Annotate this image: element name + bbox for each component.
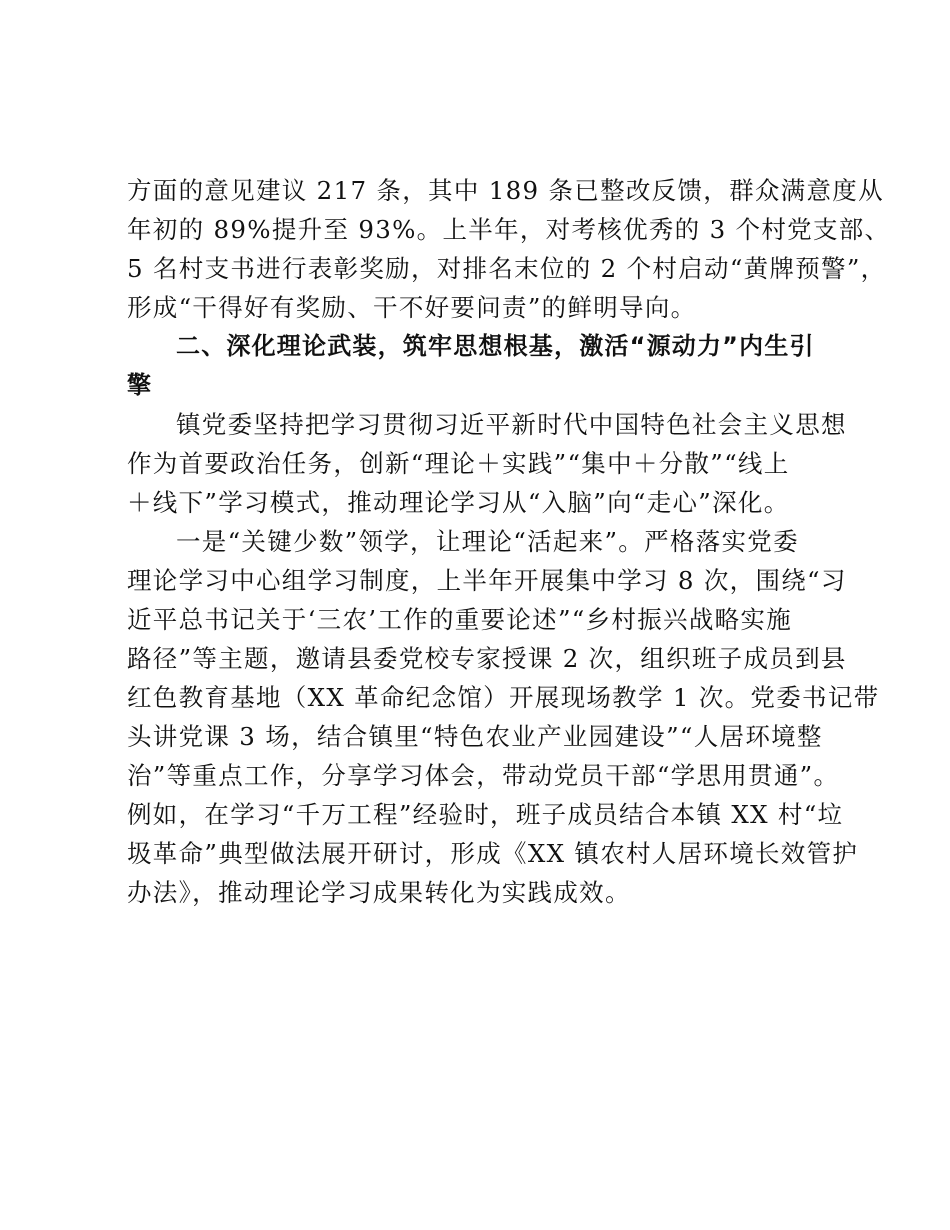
text-line: 方面的意见建议 217 条，其中 189 条已整改反馈，群众满意度从	[127, 176, 884, 205]
text-line: 近平总书记关于‘三农’工作的重要论述”“乡村振兴战略实施	[127, 605, 793, 634]
text-line: 年初的 89%提升至 93%。上半年，对考核优秀的 3 个村党支部、	[127, 215, 891, 244]
text-line: 红色教育基地（XX 革命纪念馆）开展现场教学 1 次。党委书记带	[127, 683, 880, 712]
text-line: 形成“干得好有奖励、干不好要问责”的鲜明导向。	[127, 293, 697, 322]
text-line: 头讲党课 3 场，结合镇里“特色农业产业园建设”“人居环境整	[127, 722, 823, 751]
text-line: 办法》，推动理论学习成果转化为实践成效。	[127, 878, 631, 907]
text-line: ＋线下”学习模式，推动理论学习从“入脑”向“走心”深化。	[127, 488, 790, 517]
text-line: 5 名村支书进行表彰奖励，对排名末位的 2 个村启动“黄牌预警”，	[127, 254, 887, 283]
heading-line: 二、深化理论武装，筑牢思想根基，激活“源动力”内生引	[176, 332, 815, 360]
text-line: 理论学习中心组学习制度，上半年开展集中学习 8 次，围绕“习	[127, 566, 847, 595]
paragraph-3	[127, 522, 880, 912]
text-line: 例如，在学习“千万工程”经验时，班子成员结合本镇 XX 村“垃	[127, 800, 844, 829]
text-line: 镇党委坚持把学习贯彻习近平新时代中国特色社会主义思想	[176, 410, 847, 439]
document-body	[127, 171, 891, 912]
text-line: 路径”等主题，邀请县委党校专家授课 2 次，组织班子成员到县	[127, 644, 847, 673]
heading-line: 擎	[127, 371, 153, 399]
section-heading-2	[127, 327, 827, 405]
text-line: 圾革命”典型做法展开研讨，形成《XX 镇农村人居环境长效管护	[127, 839, 859, 868]
text-line: 治”等重点工作，分享学习体会，带动党员干部“学思用贯通”。	[127, 761, 840, 790]
paragraph-intro	[127, 171, 891, 327]
text-line: 作为首要政治任务，创新“理论＋实践”“集中＋分散”“线上	[127, 449, 790, 478]
text-line: 一是“关键少数”领学，让理论“活起来”。严格落实党委	[176, 527, 799, 556]
paragraph-2	[127, 405, 847, 522]
